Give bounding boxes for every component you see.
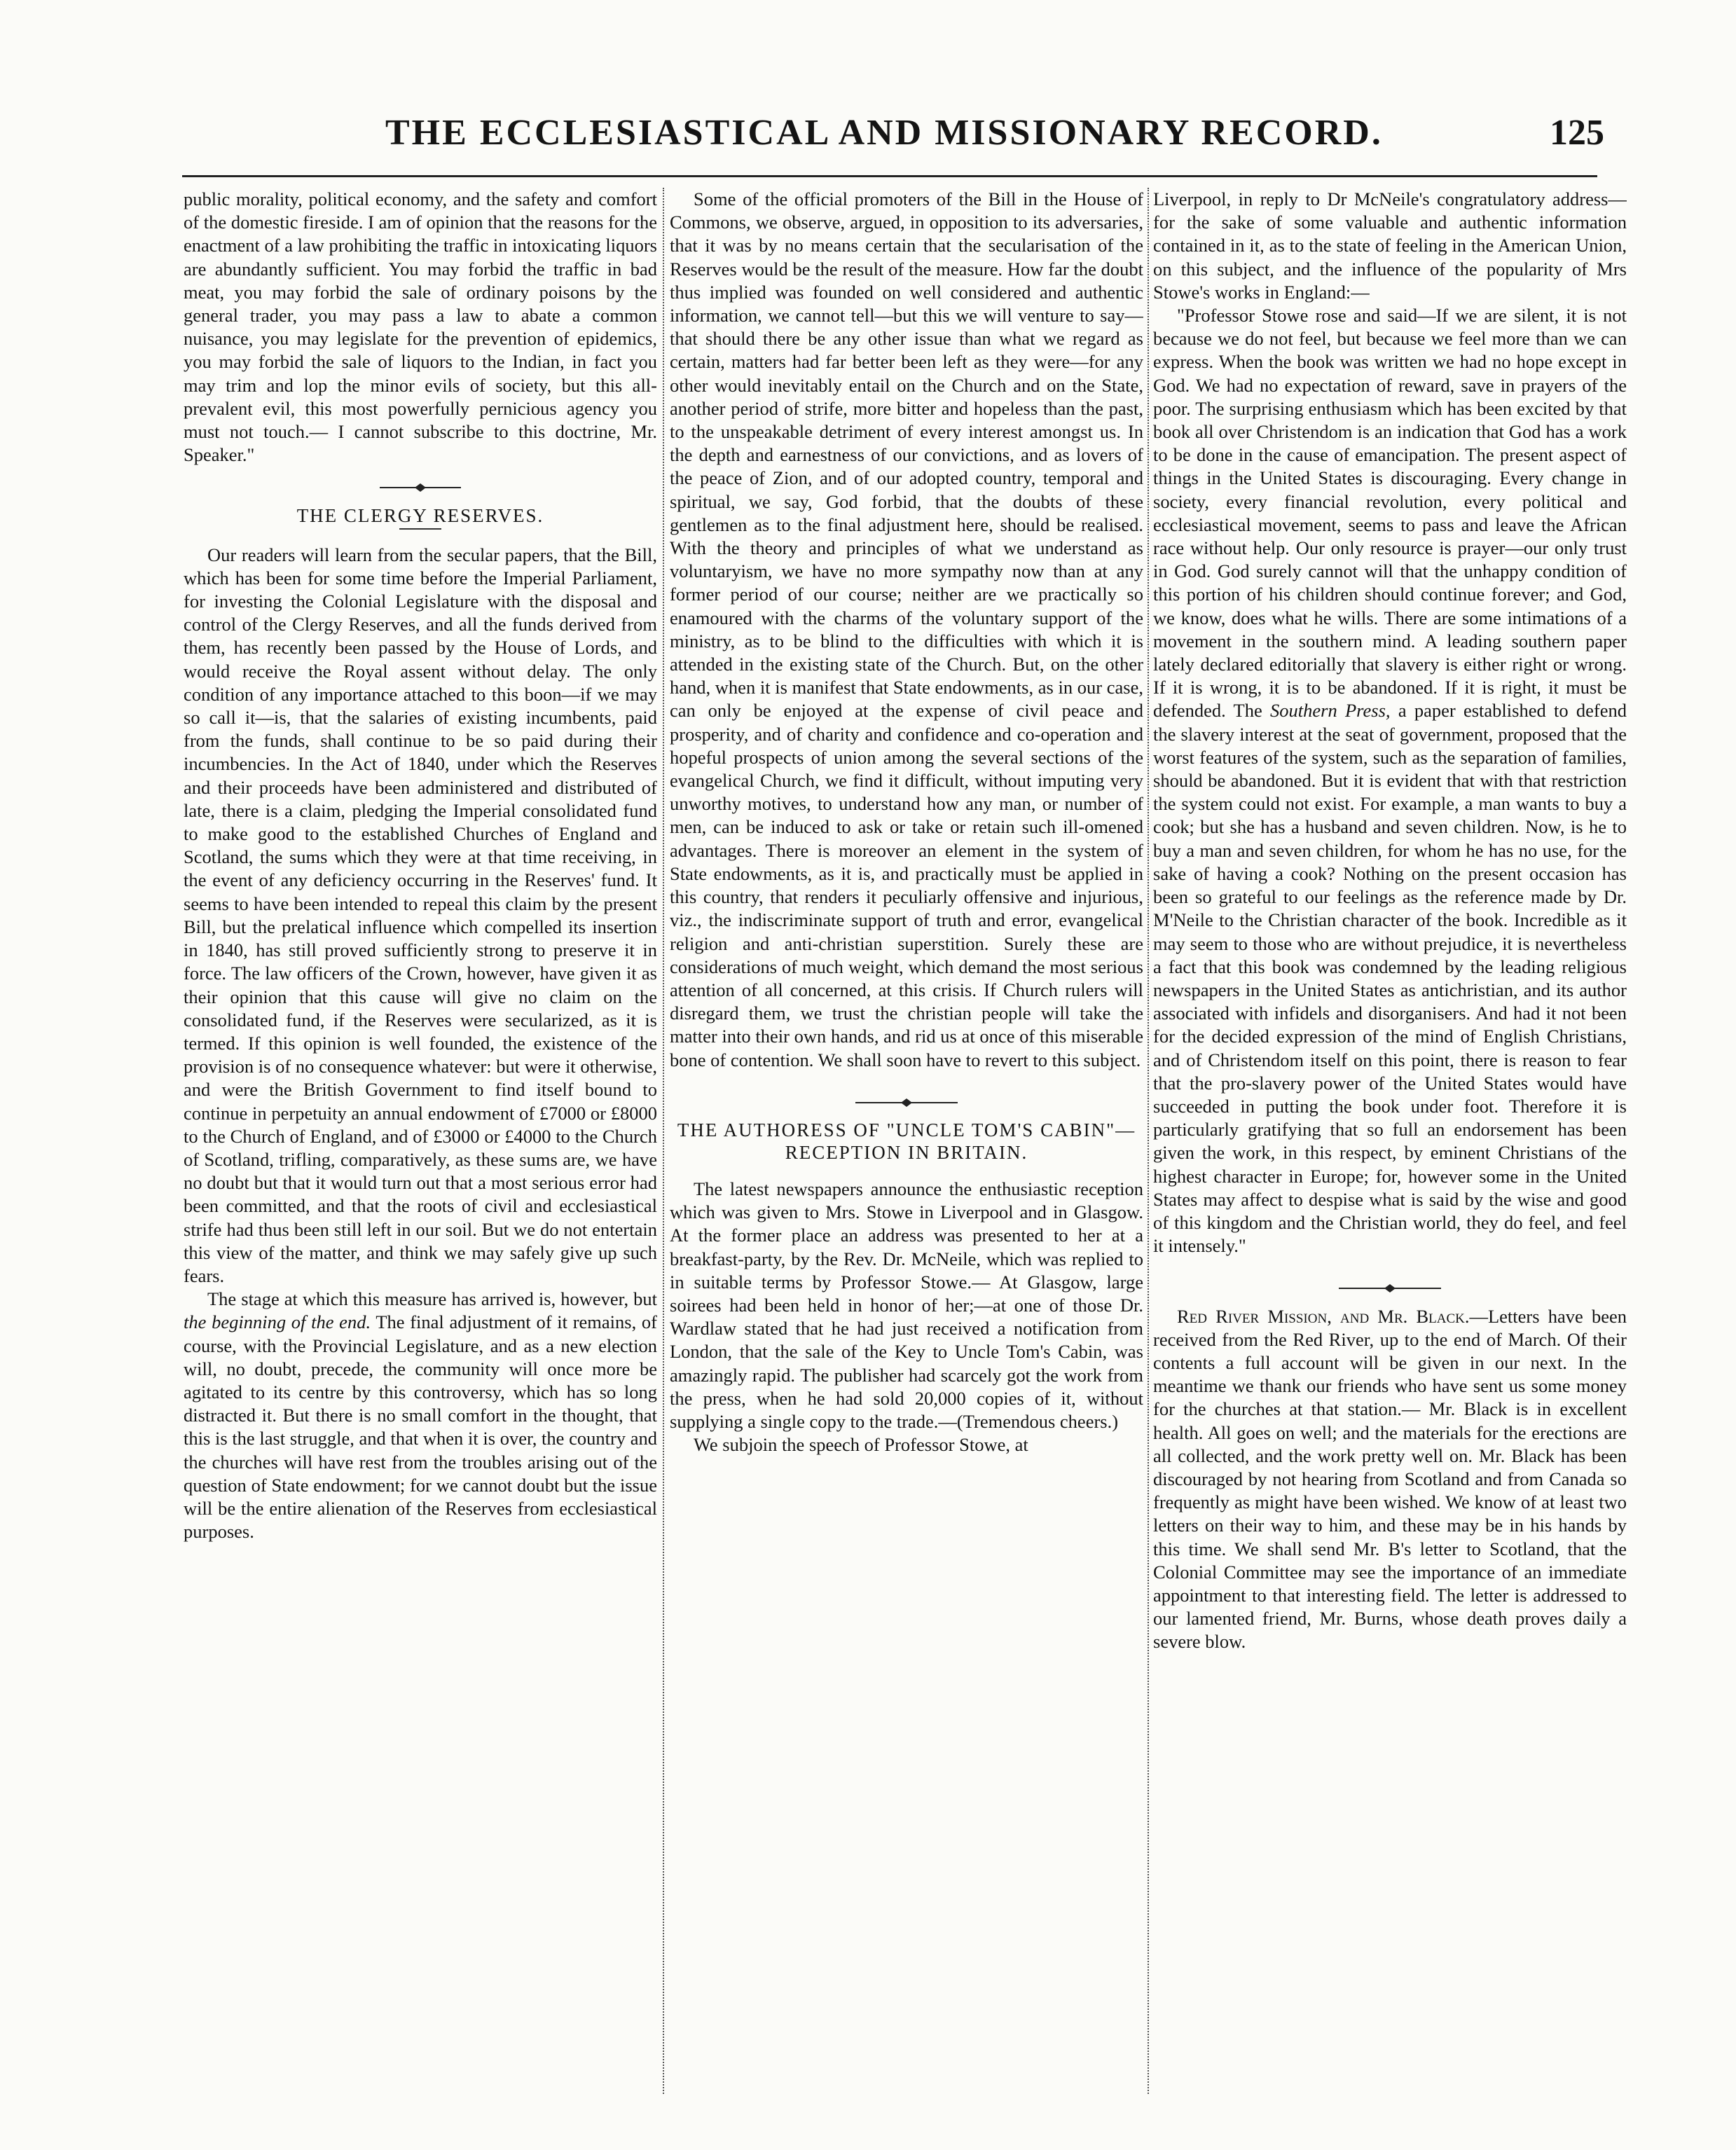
ornament-divider [670,1090,1143,1113]
column-divider [663,188,664,2094]
heading-underline [399,528,441,530]
notice-paragraph: Red River Mission, and Mr. Black.—Letters have been received from the Red River, up to the end of March. Of their contents a full account will be given in our next. In the meantime we thank our friends who have sent us some money for the churches at that station.— Mr. Black is in excellent health. All goes on well; and the materials for the erections are all collected, and the work pretty well on. Mr. Black has been discouraged by not hearing from Scotland and from Canada so frequently as might have been wished. We know of at least two letters on their way to him, and these may be in his hands by this time. We shall send Mr. B's letter to Scotland, that the Colonial Committee may see the importance of an immediate appointment to that interesting field. The letter is addressed to our lamented friend, Mr. Burns, whose death proves daily a severe blow. [1153,1305,1627,1653]
column-1 [184,188,657,2122]
continued-paragraph: public morality, political economy, and the safety and comfort of the domestic fireside. I am of opinion that the reasons for the enactment of a law prohibiting the traffic in intoxicating liquors are abundantly sufficient. You may forbid the traffic in bad meat, you may forbid the sale of ordinary poisons by the general trader, you may pass a law to abate a common nuisance, you may legislate for the prevention of epidemics, you may forbid the sale of liquors to the Indian, in fact you may trim and lop the minor evils of society, but this all-prevalent evil, this most powerfully pernicious agency you must not touch.— I cannot subscribe to this doctrine, Mr. Speaker." [184,188,657,466]
column-2 [670,188,1143,2122]
continued-paragraph: Liverpool, in reply to Dr McNeile's congratulatory address—for the sake of some valuable and authentic information contained in it, as to the state of feeling in the American Union, on this subject, and the influence of the popularity of Mrs Stowe's works in England:— [1153,188,1627,303]
section-heading-clergy-reserves [184,504,657,530]
emphasis-text: the beginning of the end. [184,1311,371,1333]
column-3 [1153,188,1627,2122]
heading-text: THE AUTHORESS OF "UNCLE TOM'S CABIN"—RECEPTION IN BRITAIN. [677,1119,1136,1163]
article-paragraph: The latest newspapers announce the enthusiastic reception which was given to Mrs. Stowe in Liverpool and in Glasgow. At the former place an address was presented to her at a breakfast-party, by the Rev. Dr. McNeile, which was replied to in suitable terms by Professor Stowe.— At Glasgow, large soirees had been held in honor of her;—at one of those Dr. Wardlaw stated that he had just received a notification from London, that the sale of the Key to Uncle Tom's Cabin, was amazingly rapid. The publisher had scarcely got the work from the press, when he had sold 20,000 copies of it, without supplying a single copy to the trade.—(Tremendous cheers.) [670,1178,1143,1432]
article-paragraph: The stage at which this measure has arrived is, however, but the beginning of the end. The final adjustment of it remains, of course, with the Provincial Legislature, and as a new election will, no doubt, precede, the community will once more be agitated to its centre by this controversy, which has so long distracted it. But there is no small comfort in the thought, that this is the last struggle, and that when it is over, the country and the churches will have rest from the troubles arising out of the question of State endowment; for we cannot doubt but the issue will be the entire alienation of the Reserves from ecclesiastical purposes. [184,1288,657,1543]
article-paragraph: We subjoin the speech of Professor Stowe, at [694,1434,1028,1456]
heading-text: THE CLERGY RESERVES. [296,504,544,526]
header-rule [182,175,1597,177]
article-paragraph: Our readers will learn from the secular papers, that the Bill, which has been for some time before the Imperial Parliament, for investing the Colonial Legislature with the disposal and control of the Clergy Reserves, and all the funds derived from them, has recently been passed by the House of Lords, and would receive the Royal assent without delay. The only condition of any importance attached to this boon—if we may so call it—is, that the salaries of existing incumbents, paid from the funds, shall continue to be so paid during their incumbencies. In the Act of 1840, under which the Reserves and their proceeds have been administered and distributed of late, there is a claim, pledging the Imperial consolidated fund to make good to the established Churches of England and Scotland, the sums which they were at that time receiving, in the event of any deficiency occurring in the Reserves' fund. It seems to have been intended to repeal this claim by the present Bill, but the prelatical influence which compelled its insertion in 1840, has still proved sufficiently strong to preserve it in force. The law officers of the Crown, however, have given it as their opinion that this cause will give no claim on the consolidated fund, if the Reserves were secularized, as it is termed. If this opinion is well founded, the existence of the provision is of no consequence whatever: but were it otherwise, and were the British Government to find itself bound to continue in perpetuity an annual endowment of £7000 or £8000 to the Church of England, and of £3000 or £4000 to the Church of Scotland, trifling, comparatively, as these sums are, we have no doubt but that it would turn out that a most serious error had been committed, and that the roots of civil and ecclesiastical strife had thus been still left in our soil. But we do not entertain this view of the matter, and think we may safely give up such fears. [184,544,657,1286]
section-heading-uncle-toms-cabin [670,1119,1143,1164]
running-title: THE ECCLESIASTICAL AND MISSIONARY RECORD. [385,113,1383,153]
notice-lead: Red River Mission, and Mr. Black. [1177,1305,1470,1327]
page-number: 125 [1550,113,1604,153]
emphasis-text: Southern Press, [1270,700,1391,722]
column-divider [1148,188,1149,2094]
page-header [175,112,1604,161]
ornament-divider [1153,1276,1627,1299]
quoted-speech: "Professor Stowe rose and said—If we are silent, it is not because we do not feel, but because we feel more than we can express. When the book was written we had no hope except in God. We had no expectation of reward, save in prayers of the poor. The surprising enthusiasm which has been excited by that book all over Christendom is an indication that God has a work to be done in the cause of emancipation. The present aspect of things in the United States is discouraging. Every change in society, every financial revolution, every political and ecclesiastical movement, seems to pass and leave the African race without help. Our only resource is prayer—our only trust in God. God surely cannot will that the unhappy condition of this portion of his children should continue forever; and God, we know, does what he wills. There are some intimations of a movement in the southern mind. A leading southern paper lately declared editorially that slavery is either right or wrong. If it is wrong, it is to be abandoned. If it is right, it must be defended. The Southern Press, a paper established to defend the slavery interest at the seat of government, proposed that the worst features of the system, such as the separation of families, should be abandoned. But it is evident that with that restriction the system could not exist. For example, a man wants to buy a cook; but she has a husband and seven children. Now, is he to buy a man and seven children, for whom he has no use, for the sake of having a cook? Nothing on the present occasion has been so grateful to our feelings as the reference made by Dr. M'Neile to the Christian character of the book. Incredible as it may seem to those who are without prejudice, it is nevertheless a fact that this book was condemned by the leading religious newspapers in the United States as antichristian, and its author associated with infidels and disorganisers. And had it not been for the decided expression of the mind of English Christians, and of Christendom itself on this point, there is reason to fear that the pro-slavery power of the United States would have succeeded in putting the book under foot. Therefore it is particularly gratifying that so full an endorsement has been given the work, in this respect, by eminent Christians of the highest character in Europe; for, however some in the United States may affect to despise what is said by the wise and good of this kingdom and the Christian world, they do feel, and feel it intensely." [1153,305,1627,1257]
ornament-divider [184,475,657,498]
article-paragraph: Some of the official promoters of the Bill in the House of Commons, we observe, argued, in opposition to its adversaries, that it was by no means certain that the secularisation of the Reserves would be the result of the measure. How far the doubt thus implied was founded on well considered and authentic information, we cannot tell—but this we will venture to say—that should there be any other issue than what we regard as certain, matters had far better been left as they were—for any other would inevitably entail on the Church and on the State, another period of strife, more bitter and hopeless than the past, to the unspeakable detriment of every interest amongst us. In the depth and earnestness of our convictions, and as lovers of the peace of Zion, and of our adopted country, temporal and spiritual, we say, God forbid, that the doubts of these gentlemen as to the final adjustment here, should be realised. With the theory and principles of what we understand as voluntaryism, we have no more sympathy now than at any former period of our course; neither are we practically so enamoured with the charms of the voluntary support of the ministry, as to be blind to the difficulties with which it is attended in the existing state of the Church. But, on the other hand, when it is manifest that State endowments, as in our case, can only be enjoyed at the expense of civil peace and prosperity, and of charity and confidence and co-operation and hopeful prospects of union among the several sections of the evangelical Church, we find it difficult, without imputing very unworthy motives, to understand how any man, or number of men, can be induced to ask or take or retain such ill-omened advantages. There is moreover an element in the system of State endowments, as it is, and practically must be applied in this country, that renders it peculiarly offensive and injurious, viz., the indiscriminate support of truth and error, evangelical religion and anti-christian superstition. Surely these are considerations of much weight, which demand the most serious attention of all concerned, at this crisis. If Church rulers will disregard them, we trust the christian people will take the matter into their own hands, and rid us at once of this miserable bone of contention. We shall soon have to revert to this subject. [670,188,1143,1070]
